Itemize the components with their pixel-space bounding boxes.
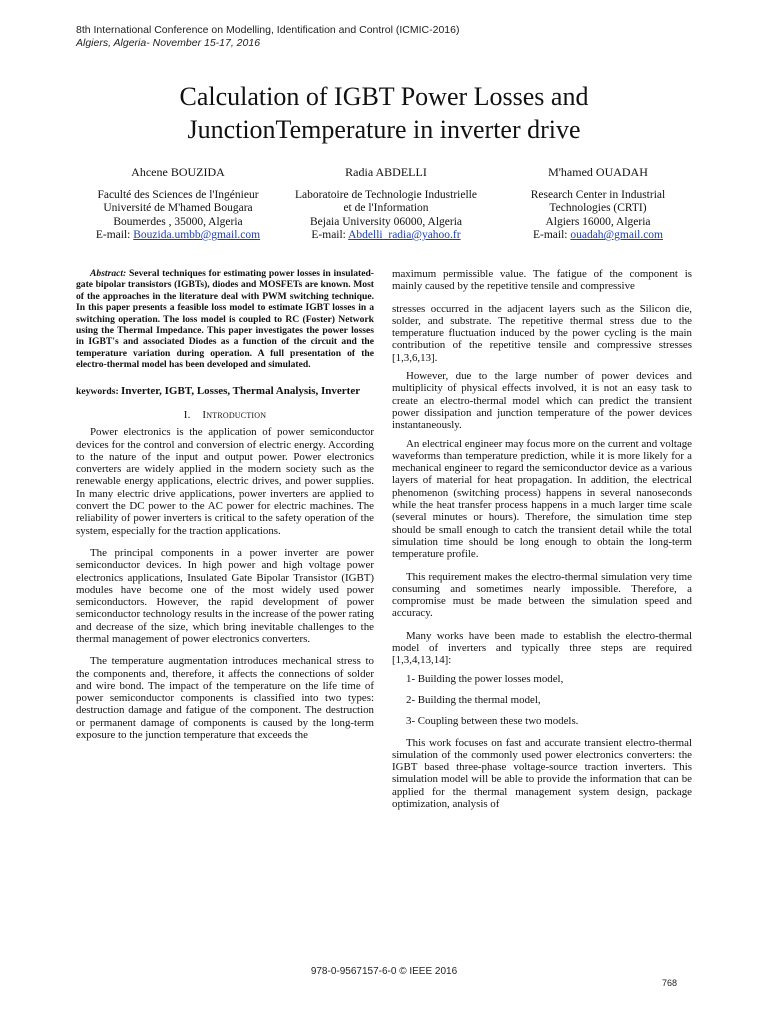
author-affiliation: Bejaia University 06000, Algeria — [309, 215, 463, 228]
author-2 — [286, 166, 486, 243]
keywords — [76, 385, 374, 398]
email-label: E-mail: — [311, 229, 349, 241]
paper-title-line-1: Calculation of IGBT Power Losses and — [179, 82, 589, 111]
footer-isbn: 978-0-9567157-6-0 © IEEE 2016 — [310, 966, 458, 977]
author-email-link[interactable]: Bouzida.umbb@gmail.com — [133, 229, 261, 241]
page-number: 768 — [662, 978, 678, 988]
author-name: Ahcene BOUZIDA — [131, 165, 225, 179]
author-name: Radia ABDELLI — [345, 165, 427, 179]
body-paragraph: This requirement makes the electro-thermal simulation very time consuming and sometimes nearly impossible. Therefore, a compromise must be made between the simulation speed and accuracy. — [392, 570, 692, 620]
section-number: I. — [183, 408, 191, 421]
body-paragraph: The temperature augmentation introduces mechanical stress to the components and, therefore, it affects the connections of solder and wire bond. The impact of the temperature on the life time of power semiconductor components is classified into two types: destruction damage and fatigue of the component. The destruction or permanent damage of components is caused by the long-term exposure to the junction temperature that exceeds the — [76, 655, 374, 742]
author-email-line — [80, 229, 276, 243]
keywords-label: keywords: — [76, 385, 122, 397]
author-affiliation: et de l'Information — [343, 202, 429, 214]
left-column — [76, 268, 374, 747]
body-paragraph: Many works have been made to establish the electro-thermal model of inverters and typically three steps are required [1,3,4,13,14]: — [392, 629, 692, 667]
abstract-label: Abstract: — [90, 268, 127, 279]
author-email-line — [286, 229, 486, 243]
paper-title-line-2: JunctionTemperature in inverter drive — [187, 115, 581, 144]
author-3 — [500, 166, 696, 243]
body-paragraph: stresses occurred in the adjacent layers such as the Silicon die, solder, and substrate. The repetitive thermal stress due to the temperature fluctuation induced by the power cycling is the main contribution of the repetitive tensile and compressive stresses [1,3,6,13]. — [392, 302, 692, 364]
author-affiliation: Algiers 16000, Algeria — [545, 215, 651, 228]
paper-title — [60, 80, 708, 146]
conference-name: 8th International Conference on Modelling, Identification and Control (ICMIC-2016) — [76, 24, 460, 36]
list-item: 2- Building the thermal model, — [406, 693, 541, 706]
email-label: E-mail: — [95, 229, 134, 241]
author-affiliation: Boumerdes , 35000, Algeria — [113, 215, 243, 228]
conference-header — [76, 24, 696, 50]
author-email-link[interactable]: Abdelli_radia@yahoo.fr — [348, 229, 461, 241]
keywords-value: Inverter, IGBT, Losses, Thermal Analysis, Inverter — [121, 384, 361, 397]
email-label: E-mail: — [532, 229, 571, 241]
body-paragraph: However, due to the large number of power devices and multiplicity of physical effects involved, it is not an easy task to create an electro-thermal model which can predict the transient power dissipation and junction temperature of the power devices instantaneously. — [392, 370, 692, 432]
author-affiliation: Faculté des Sciences de l'Ingénieur — [97, 188, 259, 201]
abstract-text: Several techniques for estimating power losses in insulated-gate bipolar transistors (IGBTs), diodes and MOSFETs are known. Most of the approaches in the literature deal with PWM switching technique. In this paper presents a feasible loss model to estimate IGBT losses in a switching operation. The loss model is coupled to RC (Foster) Network using the Thermal Impedance. This paper investigates the power losses in IGBT's and associated Diodes as a function of the circuit and the temperature variation during operation. A full presentation of the electro-thermal model has been developed and simulated. — [76, 268, 374, 371]
body-paragraph: This work focuses on fast and accurate transient electro-thermal simulation of the commonly used power electronics converters: the IGBT based three-phase voltage-source traction inverters. This simulation model will be able to provide the information that can be applied for the thermal management system design, package optimization, analysis of — [392, 736, 692, 810]
author-name: M'hamed OUADAH — [548, 165, 648, 179]
list-item: 1- Building the power losses model, — [406, 672, 564, 685]
author-email-link[interactable]: ouadah@gmail.com — [570, 229, 664, 241]
body-paragraph: maximum permissible value. The fatigue of the component is mainly caused by the repetitive tensile and compressive — [392, 268, 692, 293]
conference-location: Algiers, Algeria- November 15-17, 2016 — [76, 37, 261, 49]
author-affiliation: Laboratoire de Technologie Industrielle — [295, 188, 477, 201]
list-item: 3- Coupling between these two models. — [406, 715, 579, 728]
author-affiliation: Université de M'hamed Bougara — [103, 202, 253, 214]
body-paragraph: An electrical engineer may focus more on the current and voltage waveforms than temperature prediction, while it is more likely for a mechanical engineer to regard the semiconductor device as a various layers of material for heat propagation. In addition, the electrical phenomenon (switching process) happens in several nanoseconds while the heat transfer process happens in a much larger time scale (several minutes or hours). Therefore, the simulation time step should be small enough to catch the transient detail while the total simulation time should be long enough to obtain the long-term temperature profile. — [392, 437, 692, 561]
body-paragraph: Power electronics is the application of power semiconductor devices for the control and conversion of electric energy. According to the nature of the input and output power. Power electronics converters are widely applied in the modern society such as the renewable energy applications, electric drives, and power supplies. In many electric drive applications, power inverters are applied to convert the DC power to the AC power for electric machines. The reliability of power inverters is critical to the safety operation of the system, especially for the traction applications. — [76, 426, 374, 537]
author-affiliation: Technologies (CRTI) — [549, 202, 647, 214]
right-column — [392, 268, 692, 816]
author-email-line — [500, 229, 696, 243]
abstract — [76, 268, 374, 371]
body-paragraph: The principal components in a power inverter are power semiconductor devices. In high power and high voltage power electronics applications, Insulated Gate Bipolar Transistor (IGBT) modules have become one of the most widely used power semiconductors. However, the rapid development of power semiconductor technology results in the increase of the power rating and decrease of the size, which bring inevitable challenges to the thermal management of power electronics converters. — [76, 546, 374, 645]
section-heading-introduction — [76, 409, 374, 421]
section-title: Introduction — [202, 408, 267, 421]
author-1 — [80, 166, 276, 243]
author-affiliation: Research Center in Industrial — [530, 188, 666, 201]
